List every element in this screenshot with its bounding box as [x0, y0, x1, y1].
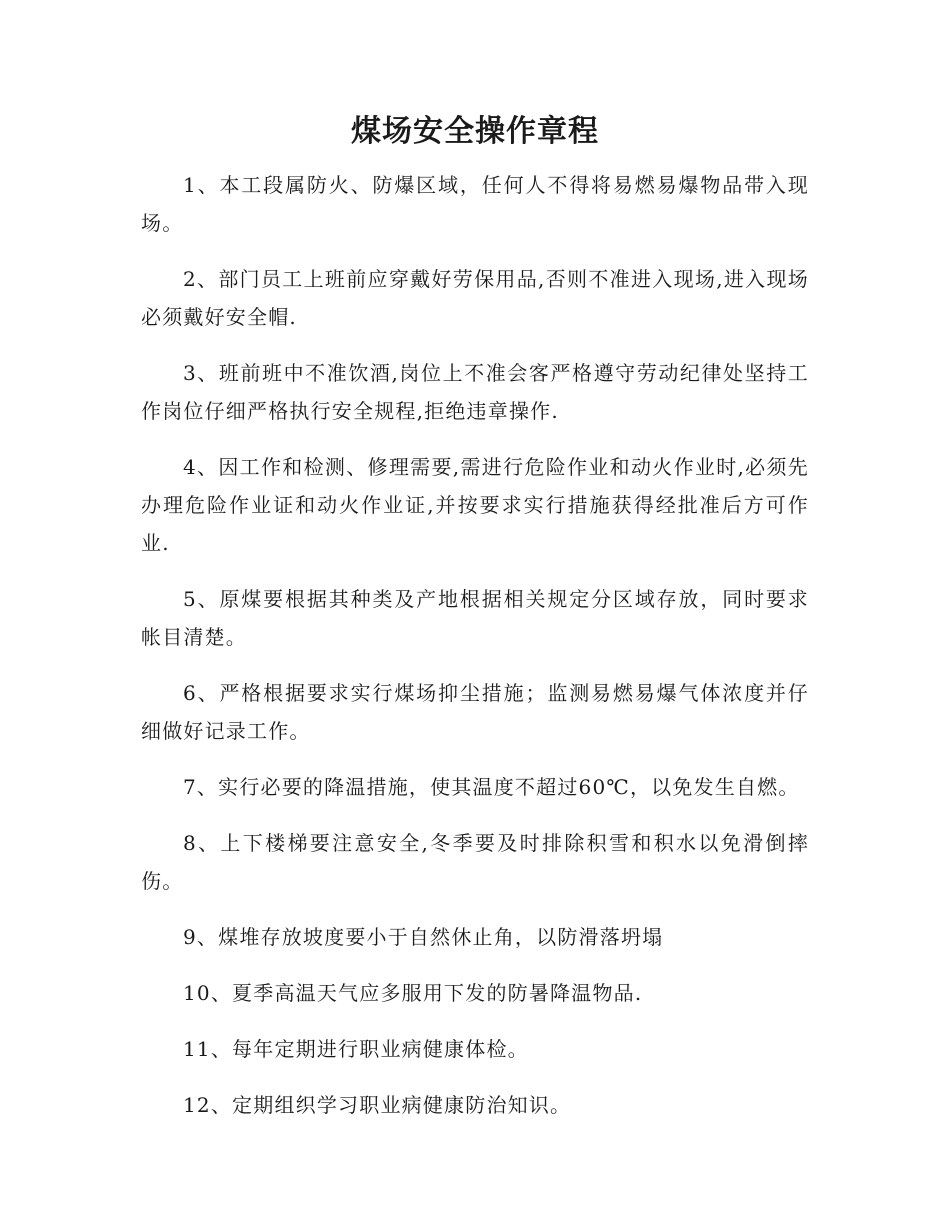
rule-item-8: 8、上下楼梯要注意安全,冬季要及时排除积雪和积水以免滑倒摔伤。	[141, 831, 809, 893]
rule-item-1: 1、本工段属防火、防爆区域，任何人不得将易燃易爆物品带入现场。	[141, 173, 809, 235]
rule-item-4: 4、因工作和检测、修理需要,需进行危险作业和动火作业时,必须先办理危险作业证和动火作业证,并按要求实行措施获得经批准后方可作业.	[141, 455, 809, 555]
rule-item-6: 6、严格根据要求实行煤场抑尘措施；监测易燃易爆气体浓度并仔细做好记录工作。	[141, 681, 809, 743]
document-body	[141, 166, 809, 1124]
rule-item-5: 5、原煤要根据其种类及产地根据相关规定分区域存放，同时要求帐目清楚。	[141, 587, 809, 649]
rule-item-12: 12、定期组织学习职业病健康防治知识。	[183, 1093, 572, 1117]
document-title: 煤场安全操作章程	[351, 114, 599, 149]
rule-item-3: 3、班前班中不准饮酒,岗位上不准会客严格遵守劳动纪律处坚持工作岗位仔细严格执行安全规程,拒绝违章操作.	[141, 361, 809, 423]
rule-item-2: 2、部门员工上班前应穿戴好劳保用品,否则不准进入现场,进入现场必须戴好安全帽.	[141, 267, 809, 329]
rule-item-9: 9、煤堆存放坡度要小于自然休止角，以防滑落坍塌	[183, 925, 664, 949]
rule-item-10: 10、夏季高温天气应多服用下发的防暑降温物品.	[183, 981, 643, 1005]
rule-item-7: 7、实行必要的降温措施，使其温度不超过60℃，以免发生自燃。	[183, 775, 800, 799]
rule-item-11: 11、每年定期进行职业病健康体检。	[183, 1037, 529, 1061]
